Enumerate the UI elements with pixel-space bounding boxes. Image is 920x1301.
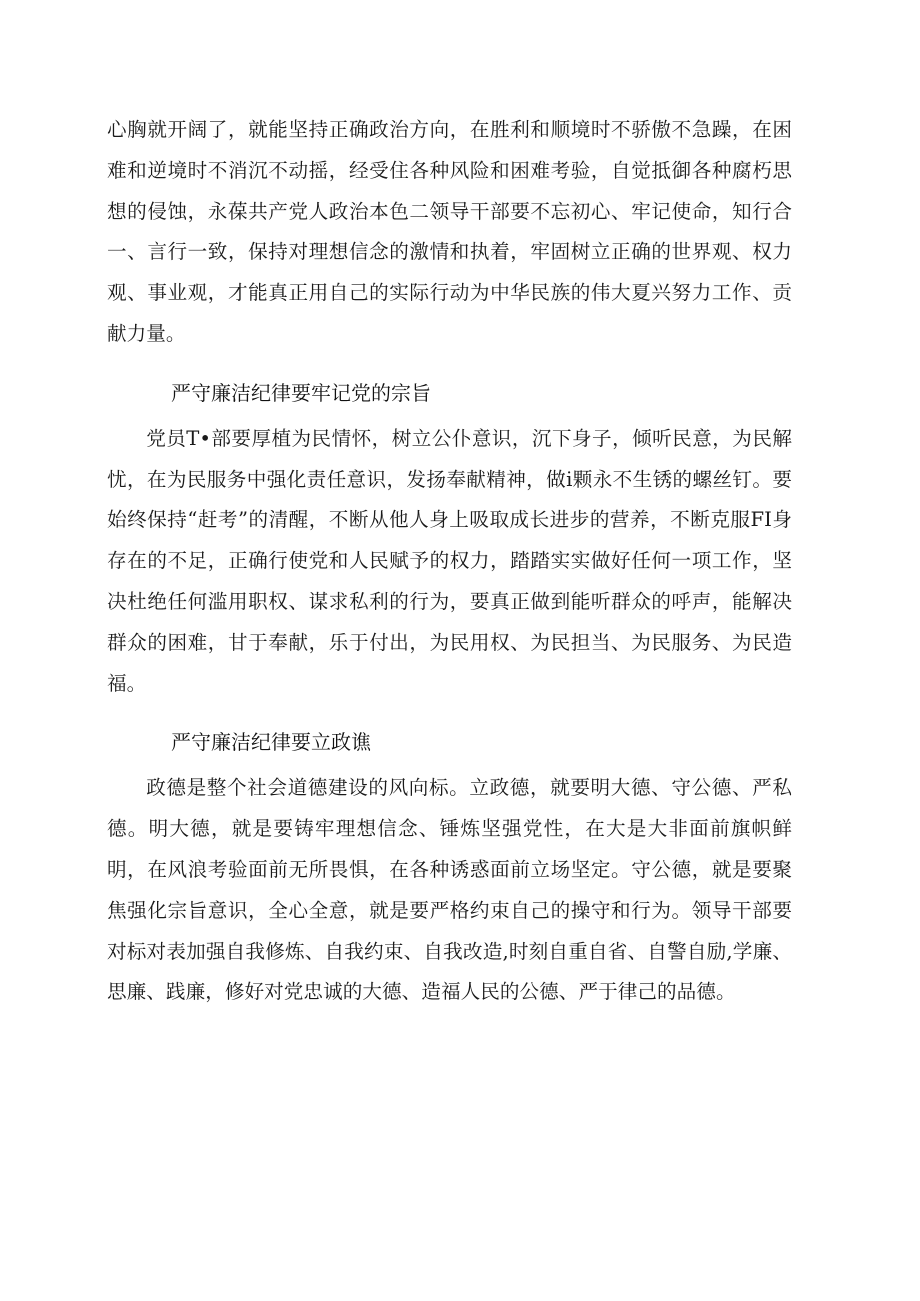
paragraph-party-purpose: 党员T•部要厚植为民情怀，树立公仆意识，沉下身子，倾听民意，为民解忧，在为民服务中强化责任意识，发扬奉献精神，做i颗永不生锈的螺丝钉。要始终保持“赶考”的清醒，不断从他人身上吸取成长进步的营养，不断克服FI身存在的不足，正确行使党和人民赋予的权力，踏踏实实做好任何一项工作，坚决杜绝任何滥用职权、谋求私利的行为，要真正做到能听群众的呼声，能解决群众的困难，甘于奉献，乐于付出，为民用权、为民担当、为民服务、为民造福。 bbox=[107, 426, 792, 695]
document-body bbox=[107, 110, 792, 1013]
section-heading-political-ethics: 严守廉洁纪律要立政谯 bbox=[171, 730, 371, 755]
paragraph-continuation: 心胸就开阔了，就能坚持正确政治方向，在胜利和顺境时不骄傲不急躁，在困难和逆境时不消沉不动摇，经受住各种风险和困难考验，自觉抵御各种腐朽思想的侵蚀，永葆共产党人政治本色二领导干部要不忘初心、牢记使命，知行合一、言行一致，保持对理想信念的激情和执着，牢固树立正确的世界观、权力观、事业观，才能真正用自己的实际行动为中华民族的伟大夏兴努力工作、贡献力量。 bbox=[107, 118, 792, 345]
paragraph-political-ethics: 政德是整个社会道德建设的风向标。立政德，就要明大德、守公德、严私德。明大德，就是要铸牢理想信念、锤炼坚强党性，在大是大非面前旗帜鲜明，在风浪考验面前无所畏惧，在各种诱惑面前立场坚定。守公德，就是要聚焦强化宗旨意识，全心全意，就是要严格约束自己的操守和行为。领导干部要对标对表加强自我修炼、自我约束、自我改造,时刻自重自省、自警自励,学廉、思廉、践廉，修好对党忠诚的大德、造福人民的公德、严于律己的品德。 bbox=[107, 776, 792, 1004]
section-heading-party-purpose: 严守廉洁纪律要牢记党的宗旨 bbox=[171, 380, 431, 405]
spacer bbox=[107, 704, 792, 722]
spacer bbox=[107, 355, 792, 373]
